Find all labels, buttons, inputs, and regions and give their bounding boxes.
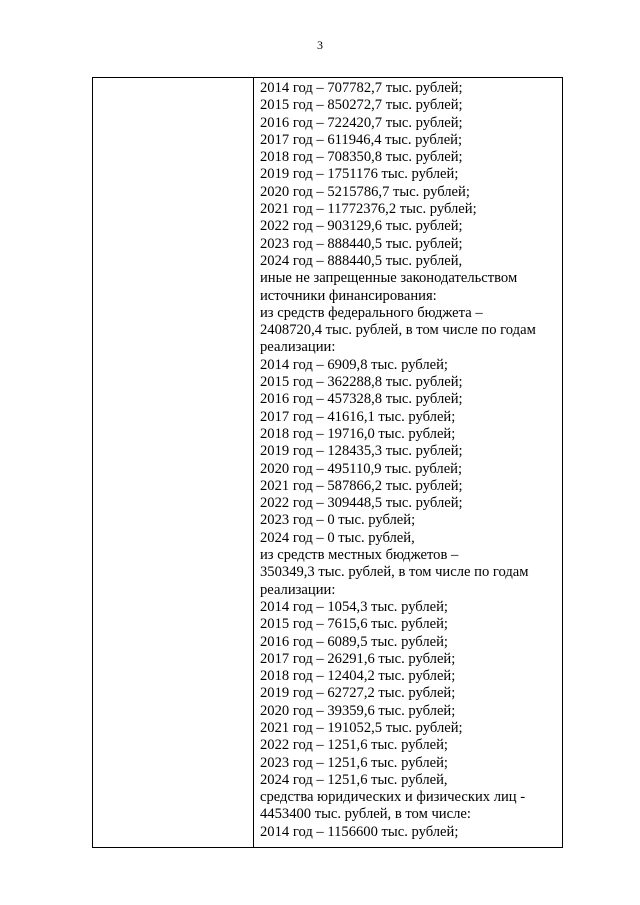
page-number: 3 [317, 38, 323, 52]
text-line: 2020 год – 39359,6 тыс. рублей; [260, 702, 456, 719]
text-line: средства юридических и физических лиц - [260, 789, 526, 806]
text-line: 2016 год – 722420,7 тыс. рублей; [260, 114, 463, 131]
text-line: 2015 год – 7615,6 тыс. рублей; [260, 616, 448, 633]
text-line: 2024 год – 0 тыс. рублей, [260, 529, 415, 546]
text-line: 2021 год – 191052,5 тыс. рублей; [260, 719, 463, 736]
text-line: 2023 год – 0 тыс. рублей; [260, 512, 416, 529]
text-line: 2018 год – 19716,0 тыс. рублей; [260, 425, 456, 442]
text-line: 2014 год – 1054,3 тыс. рублей; [260, 598, 448, 615]
text-line: 2020 год – 495110,9 тыс. рублей; [260, 460, 463, 477]
text-line: 2016 год – 6089,5 тыс. рублей; [260, 633, 448, 650]
text-line: реализации: [260, 581, 336, 598]
text-line: реализации: [260, 339, 336, 356]
text-line: из средств федерального бюджета – [260, 304, 483, 321]
text-line: 2022 год – 309448,5 тыс. рублей; [260, 495, 463, 512]
text-line: 2014 год – 1156600 тыс. рублей; [260, 823, 459, 840]
text-line: 2021 год – 587866,2 тыс. рублей; [260, 477, 463, 494]
text-line: 2024 год – 1251,6 тыс. рублей, [260, 771, 448, 788]
text-line: 2014 год – 707782,7 тыс. рублей; [260, 80, 463, 96]
funding-table [92, 77, 563, 848]
text-line: 350349,3 тыс. рублей, в том числе по годам [260, 564, 529, 581]
text-line: 2017 год – 26291,6 тыс. рублей; [260, 650, 456, 667]
text-line: 2015 год – 362288,8 тыс. рублей; [260, 374, 463, 391]
text-line: 2022 год – 1251,6 тыс. рублей; [260, 737, 448, 754]
text-line: источники финансирования: [260, 287, 437, 304]
text-line: 2024 год – 888440,5 тыс. рублей, [260, 252, 463, 269]
text-line: 2017 год – 41616,1 тыс. рублей; [260, 408, 456, 425]
text-line: 2023 год – 888440,5 тыс. рублей; [260, 235, 463, 252]
text-line: 2017 год – 611946,4 тыс. рублей; [260, 131, 463, 148]
text-line: 2019 год – 1751176 тыс. рублей; [260, 166, 459, 183]
text-line: 2408720,4 тыс. рублей, в том числе по годам [260, 322, 536, 339]
text-line: 2014 год – 6909,8 тыс. рублей; [260, 356, 448, 373]
text-line: 2016 год – 457328,8 тыс. рублей; [260, 391, 463, 408]
text-line: 2018 год – 708350,8 тыс. рублей; [260, 149, 463, 166]
text-line: 2021 год – 11772376,2 тыс. рублей; [260, 201, 477, 218]
text-line: 2019 год – 128435,3 тыс. рублей; [260, 443, 463, 460]
text-line: 2023 год – 1251,6 тыс. рублей; [260, 754, 448, 771]
table-right-cell [260, 80, 560, 841]
text-line: 2019 год – 62727,2 тыс. рублей; [260, 685, 456, 702]
text-line: 2015 год – 850272,7 тыс. рублей; [260, 97, 463, 114]
text-line: 2020 год – 5215786,7 тыс. рублей; [260, 183, 470, 200]
text-line: из средств местных бюджетов – [260, 547, 459, 564]
table-left-cell [93, 78, 254, 847]
text-line: 4453400 тыс. рублей, в том числе: [260, 806, 471, 823]
text-line: иные не запрещенные законодательством [260, 270, 518, 287]
text-line: 2018 год – 12404,2 тыс. рублей; [260, 668, 456, 685]
text-line: 2022 год – 903129,6 тыс. рублей; [260, 218, 463, 235]
